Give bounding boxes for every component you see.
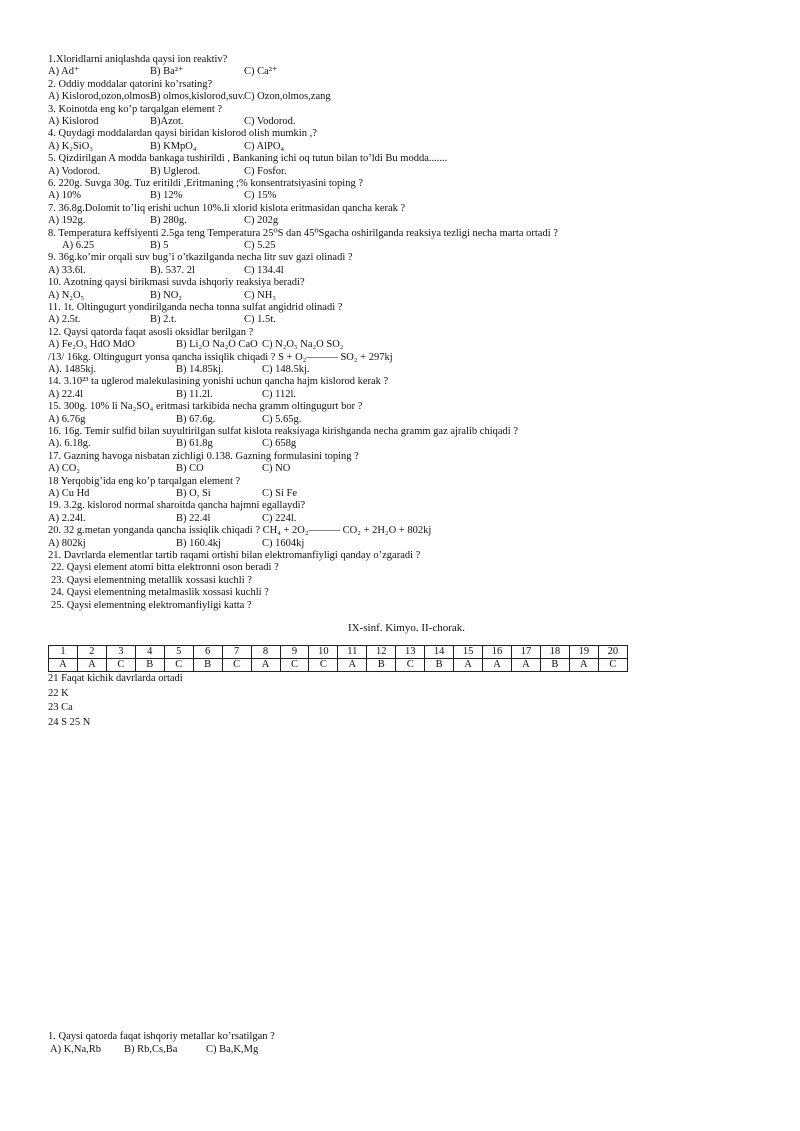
open-question: 24. Qaysi elementning metalmaslik xossasi kuchli ? [51, 587, 269, 599]
question-text: /13/ 16kg. Oltingugurt yonsa qancha issiqlik chiqadi ? S + O₂——— SO₂ + 297kj [48, 351, 393, 363]
answer-key-answer-cell: C [396, 659, 425, 672]
answer-option: A) N₂O₅ [48, 289, 85, 301]
answer-option: B) Ba²⁺ [150, 66, 184, 78]
question-text: 2. Oddiy moddalar qatorini ko’rsating? [48, 78, 213, 90]
answer-key-answer-cell: C [309, 659, 338, 672]
written-answer: 23 Ca [48, 702, 73, 713]
question-text: 16. 16g. Temir sulfid bilan suyultirilgan sulfat kislota reaksiyaga kirishganda necha gramm gaz ajralib chiqadi ? [48, 426, 518, 437]
question-text: 14. 3.10²³ ta uglerod malekulasining yonishi uchun qancha hajm kislorod kerak ? [48, 376, 389, 388]
answer-option: B) olmos,kislorod,suv. [150, 91, 245, 103]
answer-key-answer-cell: A [251, 659, 280, 672]
answer-key-number-cell: 11 [338, 646, 367, 659]
open-question: 21. Davrlarda elementlar tartib raqami ortishi bilan elektromanfiyligi qanday o’zgaradi ? [48, 550, 421, 561]
question-text: 8. Temperatura keffsiyenti 2.5ga teng Temperatura 25⁰S dan 45⁰Sgacha oshirilganda reaksiya tezligi necha marta ortadi ? [48, 227, 558, 239]
answer-key-number-cell: 6 [193, 646, 222, 659]
question-text: 12. Qaysi qatorda faqat asosli oksidlar berilgan ? [48, 326, 254, 338]
answer-option: B) 12% [150, 190, 183, 202]
answer-key-number-cell: 9 [280, 646, 309, 659]
answer-option: C) AlPO₄ [244, 140, 285, 152]
answer-option: C) 112l. [262, 388, 297, 400]
open-question: 25. Qaysi elementning elektromanfiyligi katta ? [51, 599, 252, 611]
question-text: 17. Gazning havoga nisbatan zichligi 0.138. Gazning formulasini toping ? [48, 450, 359, 462]
answer-option: C) Si Fe [262, 488, 298, 499]
answer-option: B) CO [176, 463, 204, 475]
answer-key-answer-cell: A [512, 659, 541, 672]
answer-key-answer-cell: B [193, 659, 222, 672]
question-text: 6. 220g. Suvga 30g. Tuz eritildi ,Eritmaning ;% konsentratsiyasini toping ? [48, 178, 363, 189]
answer-key-number-cell: 14 [425, 646, 454, 659]
open-question: 22. Qaysi element atomi bitta elektronni oson beradi ? [51, 562, 279, 574]
answer-key-number-cell: 5 [164, 646, 193, 659]
question-text: 15. 300g. 10% li Na₂SO₄ eritmasi tarkibida necha gramm oltingugurt bor ? [48, 401, 363, 413]
answer-option: A) K₂SiO₃ [48, 140, 93, 152]
answer-option: C) 224l. [262, 512, 297, 524]
question-text: 10. Azotning qaysi birikmasi suvda ishqoriy reaksiya beradi? [48, 277, 305, 289]
answer-key-heading: IX-sinf. Kimyo. II-chorak. [348, 622, 465, 634]
question-text: 9. 36g.ko’mir orqali suv bug’i o’tkazilganda necha litr suv gazi olinadi ? [48, 252, 353, 264]
answer-option: C) 15% [244, 190, 277, 202]
answer-option: B) 22.4l [176, 512, 211, 524]
answer-option: C) Ozon,olmos,zang [244, 91, 331, 103]
answer-key-number-cell: 12 [367, 646, 396, 659]
answer-key-number-cell: 19 [569, 646, 598, 659]
answer-key-answer-cell: B [135, 659, 164, 672]
answer-option: B) NO₂ [150, 289, 182, 301]
question-text: 20. 32 g.metan yonganda qancha issiqlik chiqadi ? CH₄ + 2O₂——— CO₂ + 2H₂O + 802kj [48, 525, 432, 537]
answer-key-number-cell: 17 [512, 646, 541, 659]
answer-key-answer-cell: A [483, 659, 512, 672]
answer-option: B) 160.4kj [176, 537, 221, 549]
answer-option: C) 134.4l [244, 264, 284, 276]
answer-key-table [48, 645, 628, 672]
answer-option: C) Ba,K,Mg [206, 1044, 259, 1055]
answer-key-number-cell: 1 [49, 646, 78, 659]
answer-option: C) 658g [262, 438, 297, 450]
answer-key-answer-cell: A [338, 659, 367, 672]
written-answer: 21 Faqat kichik davrlarda ortadi [48, 673, 183, 684]
answer-option: A) 22.4l [48, 388, 83, 400]
answer-option: B) 14.85kj. [176, 364, 224, 375]
answer-option: B). 537. 2l [150, 264, 195, 276]
answer-option: A) CO₂ [48, 463, 80, 475]
question-text: 1.Xloridlarni aniqlashda qaysi ion reaktiv? [48, 54, 228, 65]
answer-key-answer-cell: A [49, 659, 78, 672]
answer-key-number-cell: 10 [309, 646, 338, 659]
answer-option: A) Kislorod [48, 116, 99, 127]
answer-key-number-cell: 15 [454, 646, 483, 659]
answer-key-number-cell: 7 [222, 646, 251, 659]
answer-key-answer-cell: A [569, 659, 598, 672]
answer-key-answer-cell: B [540, 659, 569, 672]
question-text: 5. Qizdirilgan A modda bankaga tushirildi , Bankaning ichi oq tutun bilan to’ldi Bu modda....... [48, 153, 448, 165]
answer-key-answer-cell: C [598, 659, 627, 672]
answer-key-number-cell: 20 [598, 646, 627, 659]
answer-key-number-cell: 3 [106, 646, 135, 659]
extra-question-text: 1. Qaysi qatorda faqat ishqoriy metallar ko’rsatilgan ? [48, 1031, 275, 1042]
answer-option: A). 6.18g. [48, 438, 91, 450]
answer-option: B) Li₂O Na₂O CaO [176, 339, 258, 351]
question-text: 3. Koinotda eng ko’p tarqalgan element ? [48, 103, 223, 115]
answer-option: C) Vodorod. [244, 116, 296, 127]
answer-option: A) 802kj [48, 537, 86, 549]
answer-key-number-cell: 4 [135, 646, 164, 659]
answer-option: A) 6.76g [48, 413, 86, 425]
answer-option: C) Fosfor. [244, 165, 287, 177]
answer-option: B) 2.t. [150, 314, 177, 326]
answer-key-answer-cell: B [425, 659, 454, 672]
question-text: 19. 3.2g. kislorod normal sharoitda qancha hajmni egallaydi? [48, 500, 306, 512]
answer-option: A) 33.6l. [48, 264, 86, 276]
answer-option: C) 148.5kj. [262, 364, 310, 375]
answer-option: C) NH₃ [244, 289, 276, 301]
answer-key-answers-row [49, 659, 628, 672]
open-question: 23. Qaysi elementning metallik xossasi kuchli ? [51, 574, 252, 586]
question-text: 11. 1t. Oltingugurt yondirilganda necha tonna sulfat angidrid olinadi ? [48, 302, 343, 313]
answer-option: B) 61.8g [176, 438, 213, 450]
answer-key-answer-cell: C [280, 659, 309, 672]
question-text: 4. Quydagi moddalardan qaysi biridan kislorod olish mumkin ,? [48, 128, 317, 140]
answer-key-number-cell: 2 [77, 646, 106, 659]
question-text: 7. 36.8g.Dolomit to’liq erishi uchun 10%.li xlorid kislota eritmasidan qancha kerak ? [48, 202, 406, 214]
answer-option: A) K,Na,Rb [50, 1044, 102, 1055]
answer-key-numbers-row [49, 646, 628, 659]
answer-key-number-cell: 13 [396, 646, 425, 659]
answer-option: A) 2.5t. [48, 314, 81, 326]
answer-option: A) Vodorod. [48, 165, 101, 177]
answer-option: B) 67.6g. [176, 413, 216, 425]
answer-key-number-cell: 8 [251, 646, 280, 659]
answer-option: B) Rb,Cs,Ba [124, 1044, 178, 1055]
answer-option: C) N₂O₅ Na₂O SO₂ [262, 339, 344, 351]
answer-option: B) Uglerod. [150, 165, 201, 177]
answer-key-answer-cell: C [106, 659, 135, 672]
answer-key-number-cell: 16 [483, 646, 512, 659]
written-answer: 22 K [48, 687, 69, 699]
answer-option: A) Ad⁺ [48, 66, 80, 78]
answer-option: C) 5.25 [244, 240, 276, 251]
written-answer: 24 S 25 N [48, 716, 91, 728]
answer-option: A) 6.25 [62, 240, 95, 251]
answer-option: A) Fe₂O₃ HdO MdO [48, 339, 135, 351]
answer-option: C) 202g [244, 215, 279, 227]
answer-key-answer-cell: C [164, 659, 193, 672]
answer-option: C) 1604kj [262, 537, 305, 549]
answer-key-answer-cell: A [77, 659, 106, 672]
answer-option: A). 1485kj. [48, 364, 97, 375]
answer-key-answer-cell: A [454, 659, 483, 672]
answer-option: C) Ca²⁺ [244, 66, 278, 78]
answer-option: C) NO [262, 463, 291, 475]
answer-option: B) KMpO₄ [150, 140, 197, 152]
answer-option: B) 5 [150, 240, 169, 251]
answer-key-answer-cell: C [222, 659, 251, 672]
answer-option: C) 1.5t. [244, 314, 276, 326]
answer-option: A) 10% [48, 190, 81, 202]
answer-option: A) 192g. [48, 215, 86, 227]
answer-option: C) 5.65g. [262, 413, 302, 425]
answer-option: A) 2.24l. [48, 512, 86, 524]
answer-key-answer-cell: B [367, 659, 396, 672]
answer-option: B) O, Si [176, 488, 211, 499]
answer-option: B) 11.2l. [176, 388, 213, 400]
answer-option: B)Azot. [150, 116, 184, 127]
answer-option: A) Kislorod,ozon,olmos. [48, 91, 153, 103]
question-text: 18 Yerqobig’ida eng ko’p tarqalgan element ? [48, 475, 241, 487]
answer-option: B) 280g. [150, 215, 187, 227]
answer-option: A) Cu Hd [48, 488, 90, 499]
answer-key-number-cell: 18 [540, 646, 569, 659]
